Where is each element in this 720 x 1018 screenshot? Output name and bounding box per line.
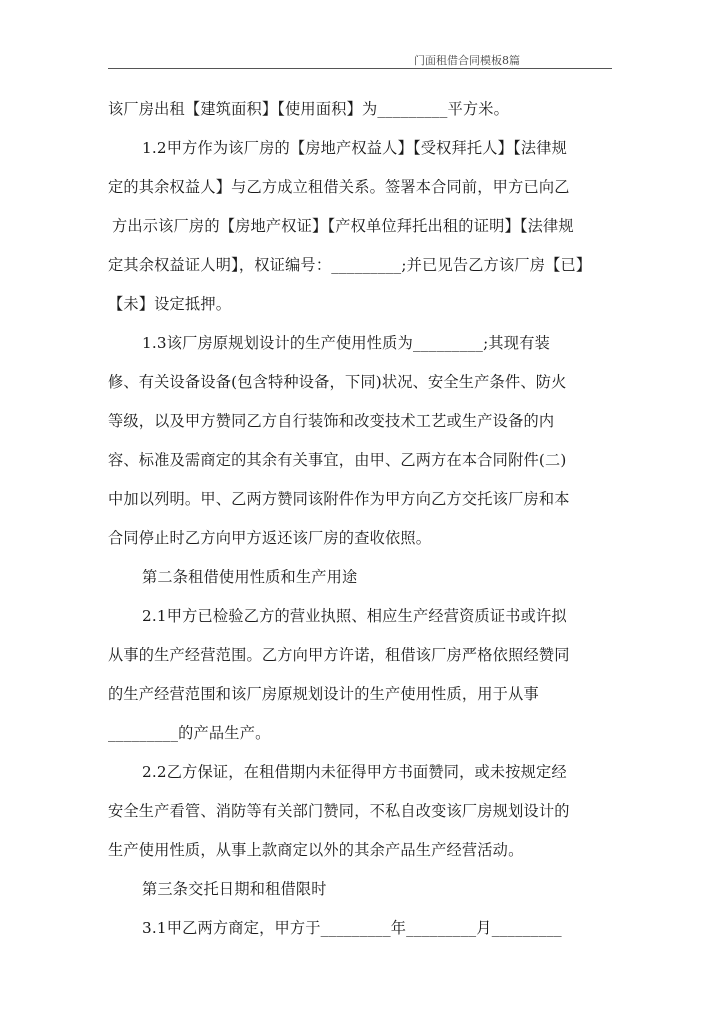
- page-header: [108, 52, 612, 70]
- text-line: 第三条交托日期和租借限时: [142, 880, 327, 898]
- text-line: 修、有关设备设备(包含特种设备，下同)状况、安全生产条件、防火: [108, 373, 567, 391]
- text-line: 定其余权益证人明】，权证编号：_________;并已见告乙方该厂房【已】: [108, 256, 592, 274]
- header-title: 门面租借合同模板8篇: [414, 54, 520, 67]
- text-line: 安全生产看管、消防等有关部门赞同，不私自改变该厂房规划设计的: [108, 802, 570, 820]
- text-line: 生产使用性质，从事上款商定以外的其余产品生产经营活动。: [108, 841, 524, 859]
- text-line: 第二条租借使用性质和生产用途: [142, 568, 358, 586]
- text-line: 从事的生产经营范围。乙方向甲方许诺，租借该厂房严格依照经赞同: [108, 646, 570, 664]
- header-divider: [108, 68, 612, 69]
- text-line: 1.2甲方作为该厂房的【房地产权益人】【受权拜托人】【法律规: [142, 139, 568, 157]
- text-line: 【未】设定抵押。: [108, 295, 232, 313]
- text-line: 容、标准及需商定的其余有关事宜，由甲、乙两方在本合同附件(二): [108, 451, 567, 469]
- text-line: 的生产经营范围和该厂房原规划设计的生产使用性质，用于从事: [108, 685, 539, 703]
- text-line: 2.2乙方保证，在租借期内未征得甲方书面赞同，或未按规定经: [142, 763, 567, 781]
- document-body: [108, 90, 612, 948]
- text-line: 该厂房出租【建筑面积】【使用面积】为_________平方米。: [108, 100, 510, 118]
- text-line: 3.1甲乙两方商定，甲方于_________年_________月_________: [142, 919, 562, 937]
- text-line: 2.1甲方已检验乙方的营业执照、相应生产经营资质证书或许拟: [142, 607, 567, 625]
- text-line: 中加以列明。甲、乙两方赞同该附件作为甲方向乙方交托该厂房和本: [108, 490, 570, 508]
- text-line: _________的产品生产。: [108, 724, 271, 742]
- text-line: 方出示该厂房的【房地产权证】【产权单位拜托出租的证明】【法律规: [112, 217, 574, 235]
- text-line: 合同停止时乙方向甲方返还该厂房的查收依照。: [108, 529, 432, 547]
- text-line: 1.3该厂房原规划设计的生产使用性质为_________;其现有装: [142, 334, 550, 352]
- text-line: 定的其余权益人】与乙方成立租借关系。签署本合同前，甲方已向乙: [108, 178, 570, 196]
- text-line: 等级，以及甲方赞同乙方自行装饰和改变技术工艺或生产设备的内: [108, 412, 555, 430]
